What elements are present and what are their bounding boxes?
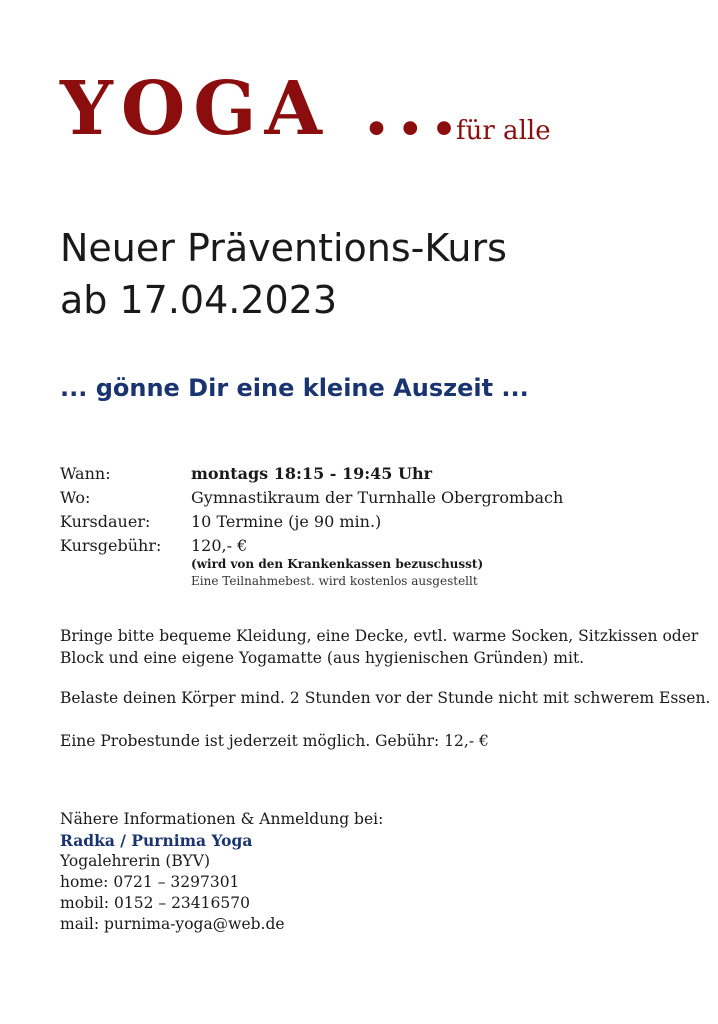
meal-info: Belaste deinen Körper mind. 2 Stunden vor der Stunde nicht mit schwerem Essen. — [60, 689, 711, 707]
contact-name: Radka / Purnima Yoga — [60, 831, 253, 850]
trial-lesson-info: Eine Probestunde ist jederzeit möglich. Gebühr: 12,- € — [60, 732, 489, 750]
duration-label: Kursdauer: — [60, 512, 151, 531]
title-subtitle: für alle — [456, 116, 551, 146]
tagline: ... gönne Dir eine kleine Auszeit ... — [60, 374, 529, 402]
when-label: Wann: — [60, 464, 111, 483]
duration-value: 10 Termine (je 90 min.) — [191, 512, 382, 531]
fee-subsidy-note: (wird von den Krankenkassen bezuschusst) — [191, 557, 484, 571]
clothing-info-line2: Block und eine eigene Yogamatte (aus hygienischen Gründen) mit. — [60, 649, 585, 667]
contact-role: Yogalehrerin (BYV) — [60, 852, 210, 870]
fee-value: 120,- € — [191, 536, 248, 555]
headline-course: Neuer Präventions-Kurs — [60, 226, 507, 270]
title-yoga: YOGA ... — [60, 66, 465, 152]
where-label: Wo: — [60, 488, 91, 507]
contact-email: mail: purnima-yoga@web.de — [60, 915, 285, 933]
contact-mobile-phone: mobil: 0152 – 23416570 — [60, 894, 250, 912]
when-value: montags 18:15 - 19:45 Uhr — [191, 464, 432, 483]
fee-certificate-note: Eine Teilnahmebest. wird kostenlos ausgestellt — [191, 574, 478, 588]
headline-date: ab 17.04.2023 — [60, 278, 338, 322]
fee-label: Kursgebühr: — [60, 536, 162, 555]
contact-home-phone: home: 0721 – 3297301 — [60, 873, 240, 891]
where-value: Gymnastikraum der Turnhalle Obergrombach — [191, 488, 564, 507]
clothing-info-line1: Bringe bitte bequeme Kleidung, eine Decke, evtl. warme Socken, Sitzkissen oder — [60, 627, 699, 645]
contact-intro: Nähere Informationen & Anmeldung bei: — [60, 810, 384, 828]
